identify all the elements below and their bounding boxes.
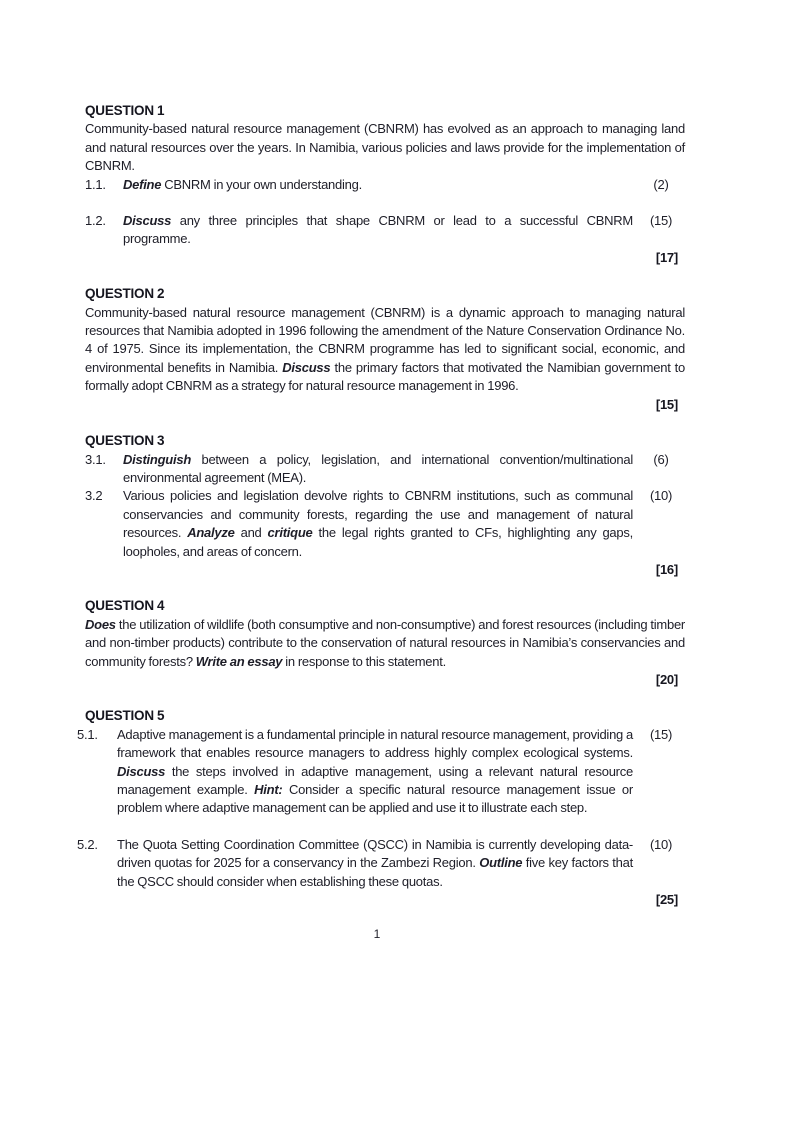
text-segment: Consider a specific natural resource management issue or problem where adaptive management can be applied and use it to illustrate each step. [117, 782, 633, 816]
question-heading: QUESTION 2 [85, 286, 165, 302]
item-text [123, 212, 633, 249]
text-segment: any three principles that shape CBNRM or lead to a successful CBNRM programme. [123, 213, 633, 247]
question-block [85, 285, 685, 414]
question-block [77, 707, 685, 909]
item-marks: (10) [649, 488, 673, 504]
question-item [77, 836, 685, 891]
text-segment: the legal rights granted to CFs, highlighting any gaps, loopholes, and areas of concern. [123, 525, 633, 559]
item-text [123, 176, 633, 194]
emphasis-text: Distinguish [123, 451, 192, 467]
page-number: 1 [373, 927, 381, 942]
question-intro [85, 616, 685, 671]
text-segment: Adaptive management is a fundamental principle in natural resource management, providing a framework that enables resource managers to address highly complex ecological systems. [117, 726, 633, 761]
text-segment: five key factors that the QSCC should consider when establishing these quotas. [117, 855, 633, 889]
question-items [85, 451, 685, 561]
question-block [85, 597, 685, 689]
question-intro [85, 304, 685, 396]
emphasis-text: Does [85, 616, 116, 632]
question-total: [25] [655, 892, 678, 908]
question-heading: QUESTION 1 [85, 103, 165, 118]
item-marks: (15) [649, 213, 673, 229]
question-heading: QUESTION 4 [85, 598, 165, 614]
text-segment: and [234, 525, 268, 541]
question-total: [16] [655, 561, 678, 577]
emphasis-text: Write an essay [195, 653, 283, 669]
question-total: [20] [655, 671, 678, 687]
item-marks: (2) [653, 176, 669, 192]
item-number: 5.1. [77, 726, 98, 742]
emphasis-text: Analyze [187, 525, 235, 541]
emphasis-text: Hint: [254, 782, 283, 797]
text-segment: Community-based natural resource management (CBNRM) is a dynamic approach to managing natural resources that Namibia adopted in 1996 following the amendment of the Nature Conservation Ordinance No. 4 of 1975. Since its implementation, the CBNRM programme has led to significant social, economic, and environmental benefits in Namibia. [85, 304, 685, 375]
questions-container [77, 102, 685, 909]
item-number: 3.2 [85, 488, 103, 504]
text-segment: CBNRM in your own understanding. [161, 176, 362, 192]
item-marks: (10) [649, 836, 673, 852]
question-items [85, 176, 685, 249]
question-item [85, 212, 685, 249]
text-segment: Community-based natural resource management (CBNRM) has evolved as an approach to managing land and natural resources over the years. In Namibia, various policies and laws provide for the implementation of CBNRM. [85, 121, 685, 174]
item-marks: (15) [649, 726, 673, 742]
text-segment: between a policy, legislation, and international convention/multinational environmental agreement (MEA). [123, 451, 633, 485]
item-text [117, 726, 633, 818]
text-segment: Various policies and legislation devolve rights to CBNRM institutions, such as communal conservancies and community forests, regarding the use and management of natural resources. [123, 488, 633, 541]
text-segment: in response to this statement. [282, 653, 446, 669]
question-item [77, 726, 685, 818]
question-heading: QUESTION 3 [85, 433, 165, 449]
item-number: 3.1. [85, 451, 106, 467]
question-total: [15] [655, 396, 678, 412]
text-segment: the utilization of wildlife (both consumptive and non-consumptive) and forest resources (including timber and non-timber products) contribute to the conservation of natural resources in Namibia’s conservancies and community forests? [85, 616, 685, 669]
emphasis-text: Define [123, 176, 162, 192]
item-number: 1.1. [85, 176, 106, 192]
item-text [123, 451, 633, 488]
item-text [117, 836, 633, 891]
emphasis-text: Discuss [282, 359, 331, 375]
question-item [85, 451, 685, 488]
question-block [85, 432, 685, 579]
text-segment: the steps involved in adaptive management, using a relevant natural resource management example. [117, 763, 633, 797]
text-segment: The Quota Setting Coordination Committee (QSCC) in Namibia is currently developing data-driven quotas for 2025 for a conservancy in the Zambezi Region. [117, 836, 633, 871]
emphasis-text: Discuss [123, 213, 172, 229]
question-item [85, 487, 685, 561]
emphasis-text: Outline [479, 855, 523, 871]
item-text [123, 487, 633, 561]
question-item [85, 176, 685, 194]
text-segment: the primary factors that motivated the Namibian government to formally adopt CBNRM as a strategy for natural resource management in 1996. [85, 359, 685, 394]
item-number: 1.2. [85, 213, 106, 229]
emphasis-text: Discuss [117, 763, 166, 779]
question-items [77, 726, 685, 891]
item-number: 5.2. [77, 836, 98, 852]
question-block [85, 102, 685, 267]
item-marks: (6) [653, 451, 669, 467]
question-heading: QUESTION 5 [85, 708, 165, 724]
question-intro [85, 120, 685, 175]
emphasis-text: critique [267, 525, 313, 541]
question-total: [17] [655, 249, 678, 265]
